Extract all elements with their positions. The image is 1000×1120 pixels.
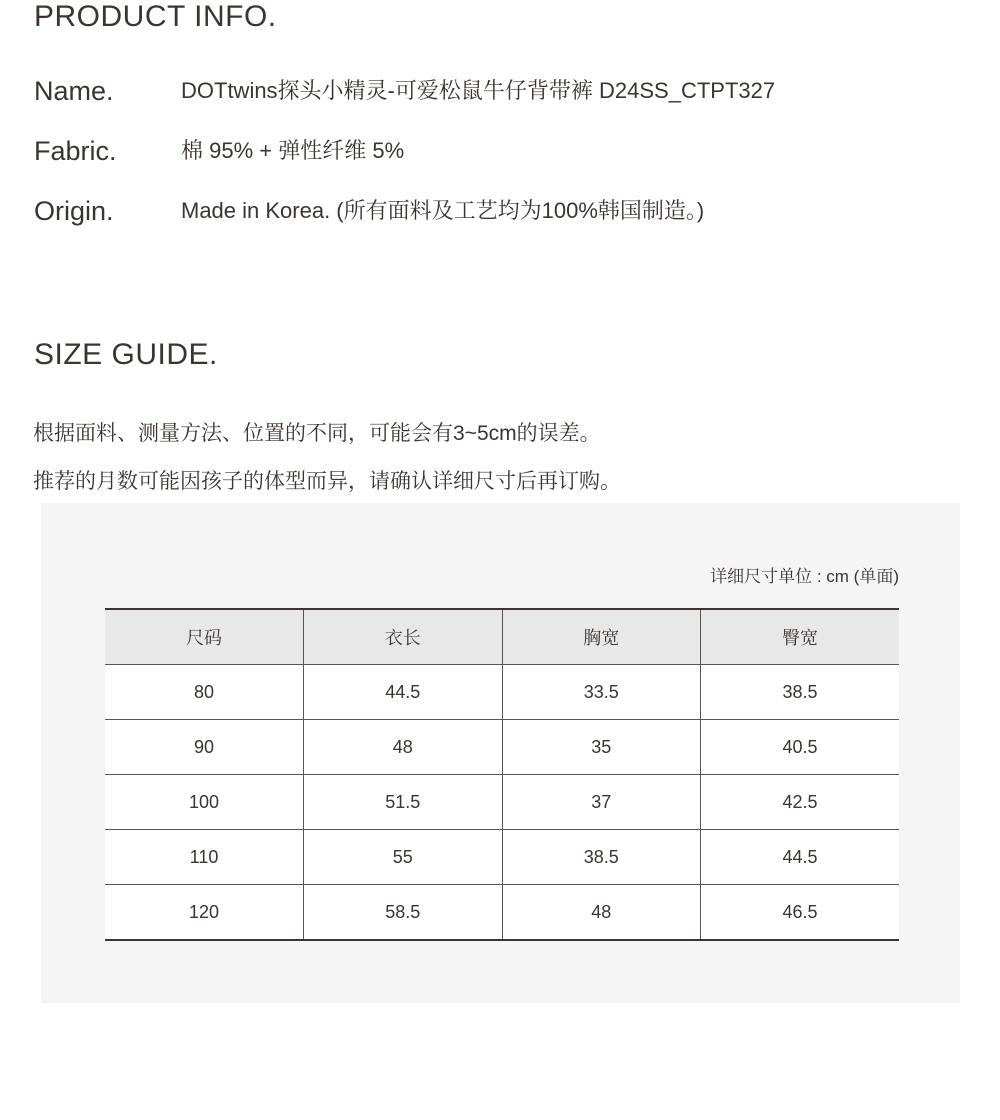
- size-note-recommendation: 推荐的月数可能因孩子的体型而异，请确认详细尺寸后再订购。: [33, 470, 621, 493]
- table-cell: 51.5: [304, 775, 503, 830]
- header-hip-width: 臀宽: [701, 609, 900, 665]
- table-cell: 110: [105, 830, 304, 885]
- table-cell: 42.5: [701, 775, 900, 830]
- table-row: [105, 720, 899, 775]
- product-info-title: PRODUCT INFO.: [34, 0, 277, 33]
- unit-note: 详细尺寸单位 : cm (单面): [710, 567, 899, 586]
- info-row-origin: [34, 193, 974, 229]
- table-row: [105, 775, 899, 830]
- table-cell: 46.5: [701, 885, 900, 941]
- table-row: [105, 830, 899, 885]
- table-cell: 44.5: [304, 665, 503, 720]
- info-row-name: [34, 73, 974, 109]
- table-cell: 55: [304, 830, 503, 885]
- size-table-panel: [41, 503, 960, 1003]
- info-label-origin: Origin.: [34, 196, 114, 226]
- header-length: 衣长: [304, 609, 503, 665]
- table-cell: 40.5: [701, 720, 900, 775]
- table-row: [105, 885, 899, 941]
- table-cell: 48: [304, 720, 503, 775]
- table-header-row: [105, 609, 899, 665]
- size-table: [105, 608, 899, 941]
- table-cell: 58.5: [304, 885, 503, 941]
- table-cell: 33.5: [502, 665, 701, 720]
- info-label-fabric: Fabric.: [34, 136, 117, 166]
- info-value-fabric: 棉 95% + 弹性纤维 5%: [181, 138, 405, 163]
- table-cell: 37: [502, 775, 701, 830]
- info-value-name: DOTtwins探头小精灵-可爱松鼠牛仔背带裤 D24SS_CTPT327: [181, 78, 776, 103]
- table-cell: 44.5: [701, 830, 900, 885]
- table-cell: 90: [105, 720, 304, 775]
- table-row: [105, 665, 899, 720]
- size-guide-title: SIZE GUIDE.: [34, 338, 218, 371]
- table-cell: 38.5: [701, 665, 900, 720]
- table-cell: 80: [105, 665, 304, 720]
- info-row-fabric: [34, 133, 974, 169]
- header-size: 尺码: [105, 609, 304, 665]
- info-label-name: Name.: [34, 76, 114, 106]
- header-chest-width: 胸宽: [502, 609, 701, 665]
- table-cell: 48: [502, 885, 701, 941]
- table-cell: 100: [105, 775, 304, 830]
- size-note-tolerance: 根据面料、测量方法、位置的不同，可能会有3~5cm的误差。: [33, 422, 601, 445]
- table-cell: 120: [105, 885, 304, 941]
- info-value-origin: Made in Korea. (所有面料及工艺均为100%韩国制造。): [181, 198, 705, 223]
- table-cell: 38.5: [502, 830, 701, 885]
- table-cell: 35: [502, 720, 701, 775]
